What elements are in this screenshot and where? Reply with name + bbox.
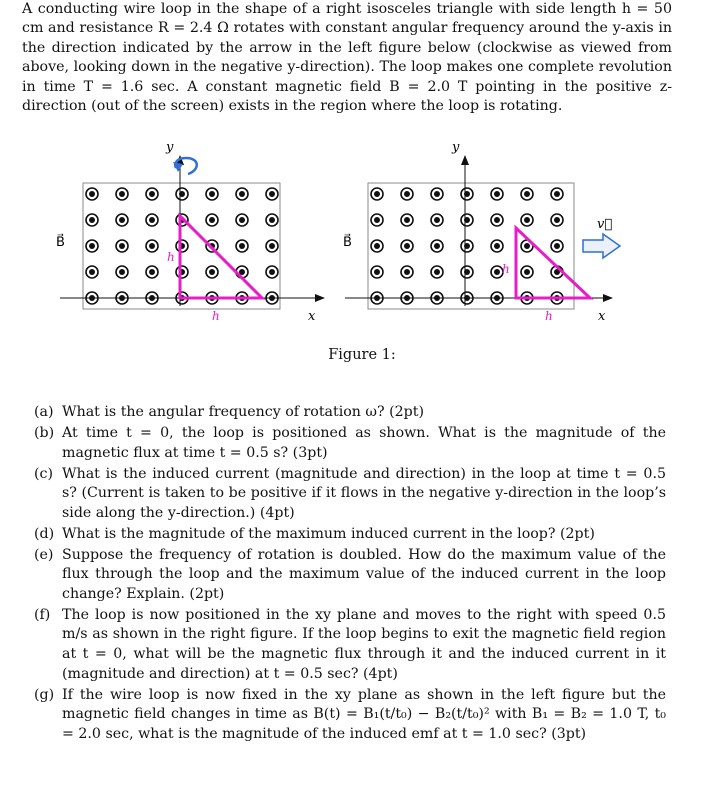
field-dot-center <box>494 217 500 223</box>
figure-1 <box>0 128 724 348</box>
velocity-arrow <box>583 234 620 258</box>
question-list <box>34 403 666 746</box>
field-dot-center <box>434 217 440 223</box>
field-dot-center <box>404 217 410 223</box>
question-label: (e) <box>34 546 54 563</box>
field-dot-center <box>374 191 380 197</box>
field-dot-center <box>524 191 530 197</box>
question-label: (g) <box>34 686 55 703</box>
question-text: What is the angular frequency of rotation ω? (2pt) <box>62 404 424 420</box>
field-dot-center <box>89 243 95 249</box>
question-label: (f) <box>34 606 51 623</box>
field-dot-center <box>434 243 440 249</box>
field-dot-center <box>89 191 95 197</box>
right-x-label: x <box>598 309 606 324</box>
question-text: What is the induced current (magnitude and direction) in the loop at time t = 0.5 s? (Current is taken to be positive if it flows in the negative y-direction in the loop’s side along the y-direction.) (4pt) <box>62 465 666 521</box>
question-g <box>34 686 666 745</box>
question-text: At time t = 0, the loop is positioned as shown. What is the magnitude of the magnetic flux at time t = 0.5 s? (3pt) <box>62 424 666 461</box>
left-panel <box>56 140 324 324</box>
field-dot-center <box>434 191 440 197</box>
question-a <box>34 403 666 423</box>
field-dot-center <box>89 269 95 275</box>
left-x-label: x <box>308 309 316 324</box>
question-text: What is the magnitude of the maximum induced current in the loop? (2pt) <box>62 525 595 542</box>
field-dot-center <box>404 269 410 275</box>
field-dot-center <box>494 269 500 275</box>
question-text: If the wire loop is now fixed in the xy plane as shown in the left figure but the magnetic field changes in time as B(t) = B₁(t/t₀) − B₂(t/t₀)² with B₁ = B₂ = 1.0 T, t₀ = 2.0 sec, what is the magnitude of the induced emf at t = 1.0 sec? (3pt) <box>62 686 666 742</box>
field-dot-center <box>494 191 500 197</box>
field-dot-center <box>404 243 410 249</box>
left-triangle-loop <box>180 216 262 298</box>
field-dot-center <box>374 269 380 275</box>
field-dot-center <box>269 243 275 249</box>
question-d <box>34 525 666 545</box>
field-dot-center <box>149 243 155 249</box>
question-e <box>34 546 666 605</box>
right-field-label: B⃗ <box>343 235 352 250</box>
figure-caption: Figure 1: <box>328 347 396 363</box>
velocity-label: v⃗ <box>597 217 613 232</box>
field-dot-center <box>209 269 215 275</box>
field-dot-center <box>209 217 215 223</box>
right-triangle-loop <box>516 228 590 298</box>
left-side-h-horizontal: h <box>212 309 220 323</box>
field-dot-center <box>494 243 500 249</box>
field-dot-center <box>239 217 245 223</box>
field-dot-center <box>119 269 125 275</box>
question-label: (d) <box>34 525 55 542</box>
field-dot-center <box>119 243 125 249</box>
field-dot-center <box>374 217 380 223</box>
field-dot-center <box>239 191 245 197</box>
field-dot-center <box>554 191 560 197</box>
right-panel <box>343 140 620 324</box>
right-side-h-vertical: h <box>502 262 510 276</box>
question-label: (c) <box>34 465 54 482</box>
field-dot-center <box>209 191 215 197</box>
figure-svg <box>0 128 724 348</box>
question-f <box>34 606 666 684</box>
question-label: (b) <box>34 424 55 441</box>
question-b <box>34 424 666 463</box>
field-dot-center <box>239 243 245 249</box>
field-dot-center <box>434 269 440 275</box>
field-dot-center <box>149 191 155 197</box>
intro-text: A conducting wire loop in the shape of a right isosceles triangle with side length h = 50 cm and resistance R = 2.4 Ω rotates with constant angular frequency around the y-axis in the direction indicated by the arrow in the left figure below (clockwise as viewed from above, looking down in the negative y-direction). The loop makes one complete revolution in time T = 1.6 sec. A constant magnetic field B = 2.0 T pointing in the positive z-direction (out of the screen) exists in the region where the loop is rotating. <box>22 1 672 115</box>
field-dot-center <box>524 217 530 223</box>
question-c <box>34 465 666 524</box>
question-text: Suppose the frequency of rotation is doubled. How do the maximum value of the flux through the loop and the maximum value of the induced current in the loop change? Explain. (2pt) <box>62 546 666 602</box>
question-text: The loop is now positioned in the xy plane and moves to the right with speed 0.5 m/s as shown in the right figure. If the loop begins to exit the magnetic field region at t = 0, what will be the magnetic flux through it and the induced current in it (magnitude and direction) at t = 0.5 sec? (4pt) <box>62 606 666 682</box>
field-dot-center <box>119 191 125 197</box>
problem-statement <box>22 0 672 116</box>
field-dot-center <box>269 269 275 275</box>
field-dot-center <box>554 243 560 249</box>
question-label: (a) <box>34 404 54 420</box>
field-dot-center <box>89 217 95 223</box>
field-dot-center <box>119 217 125 223</box>
field-dot-center <box>269 217 275 223</box>
left-y-label: y <box>166 140 174 155</box>
right-y-label: y <box>452 140 460 155</box>
right-side-h-horizontal: h <box>545 309 553 323</box>
field-dot-center <box>149 269 155 275</box>
field-dot-center <box>524 269 530 275</box>
left-side-h-vertical: h <box>167 250 175 264</box>
field-dot-center <box>554 217 560 223</box>
left-field-label: B⃗ <box>56 235 65 250</box>
field-dot-center <box>404 191 410 197</box>
field-dot-center <box>524 243 530 249</box>
field-dot-center <box>149 217 155 223</box>
field-dot-center <box>269 191 275 197</box>
field-dot-center <box>374 243 380 249</box>
